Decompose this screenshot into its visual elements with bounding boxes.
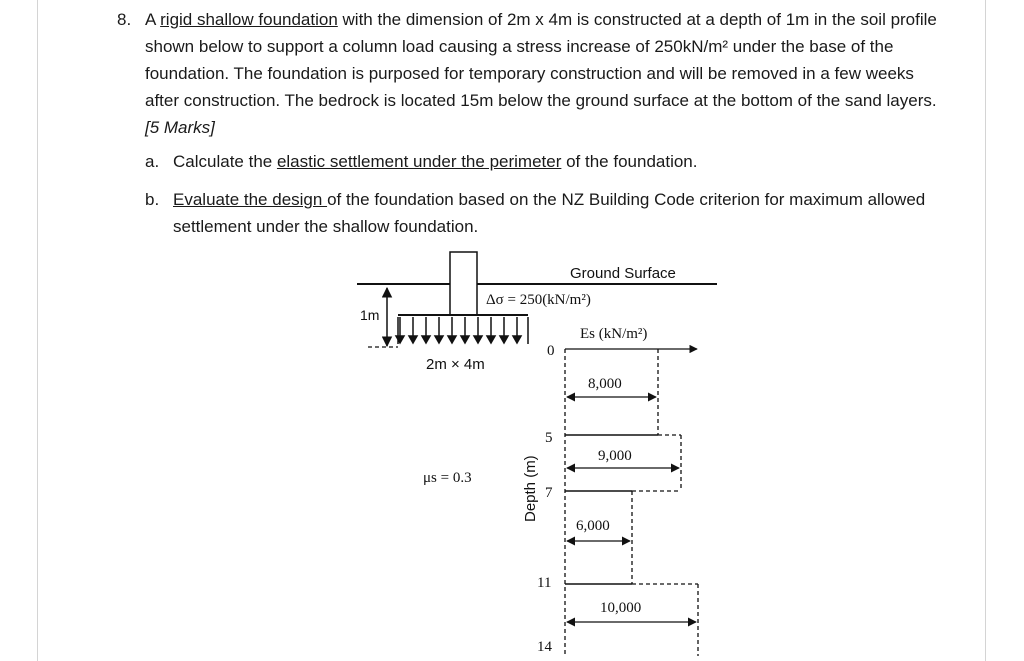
part-a-pre: Calculate the bbox=[173, 152, 277, 171]
layer-2-es: 9,000 bbox=[598, 448, 632, 464]
pressure-arrows bbox=[396, 317, 528, 344]
question-underlined-term: rigid shallow foundation bbox=[160, 10, 338, 29]
part-a-underlined: elastic settlement under the perimeter bbox=[276, 152, 562, 171]
depth-tick-0: 0 bbox=[547, 343, 555, 359]
part-a-post: of the foundation. bbox=[561, 152, 698, 171]
depth-1m-label: 1m bbox=[360, 307, 380, 323]
question-text-part: with the dimension of 2m x 4m is constructed at a depth of 1m in the soil profile shown below to support a column load causing a stress increase of 250kN/m² under the base of the foundation. The foundation is purposed for temporary construction and will be removed in a few weeks after construction. The bedrock is located 15m below the ground surface at the bottom of the sand layers. bbox=[145, 10, 937, 110]
depth-tick-14: 14 bbox=[537, 639, 552, 655]
question-text-part: A bbox=[145, 10, 161, 29]
layer-1-es: 8,000 bbox=[588, 376, 622, 392]
part-b-letter: b. bbox=[145, 190, 160, 209]
layer-3-es: 6,000 bbox=[576, 518, 610, 534]
question-marks: [5 Marks] bbox=[145, 118, 215, 137]
part-b-underlined: Evaluate the design bbox=[173, 190, 328, 209]
footing-dimension-label: 2m × 4m bbox=[426, 356, 485, 373]
poisson-ratio-label: μs = 0.3 bbox=[423, 470, 472, 486]
es-header: Es (kN/m²) bbox=[580, 326, 648, 342]
part-a-letter: a. bbox=[145, 152, 160, 171]
stress-label: Δσ = 250(kN/m²) bbox=[486, 292, 591, 308]
depth-tick-5: 5 bbox=[545, 430, 553, 446]
layer-4-es: 10,000 bbox=[600, 600, 642, 616]
part-b-post: of the foundation based on the NZ Building Code criterion for maximum allowed settlement under the shallow foundation. bbox=[173, 190, 926, 236]
question-number: 8. bbox=[117, 10, 132, 29]
column bbox=[450, 252, 477, 315]
depth-tick-11: 11 bbox=[537, 575, 552, 591]
depth-axis-label: Depth (m) bbox=[522, 455, 539, 522]
depth-tick-7: 7 bbox=[545, 485, 553, 501]
ground-surface-label: Ground Surface bbox=[570, 265, 676, 282]
